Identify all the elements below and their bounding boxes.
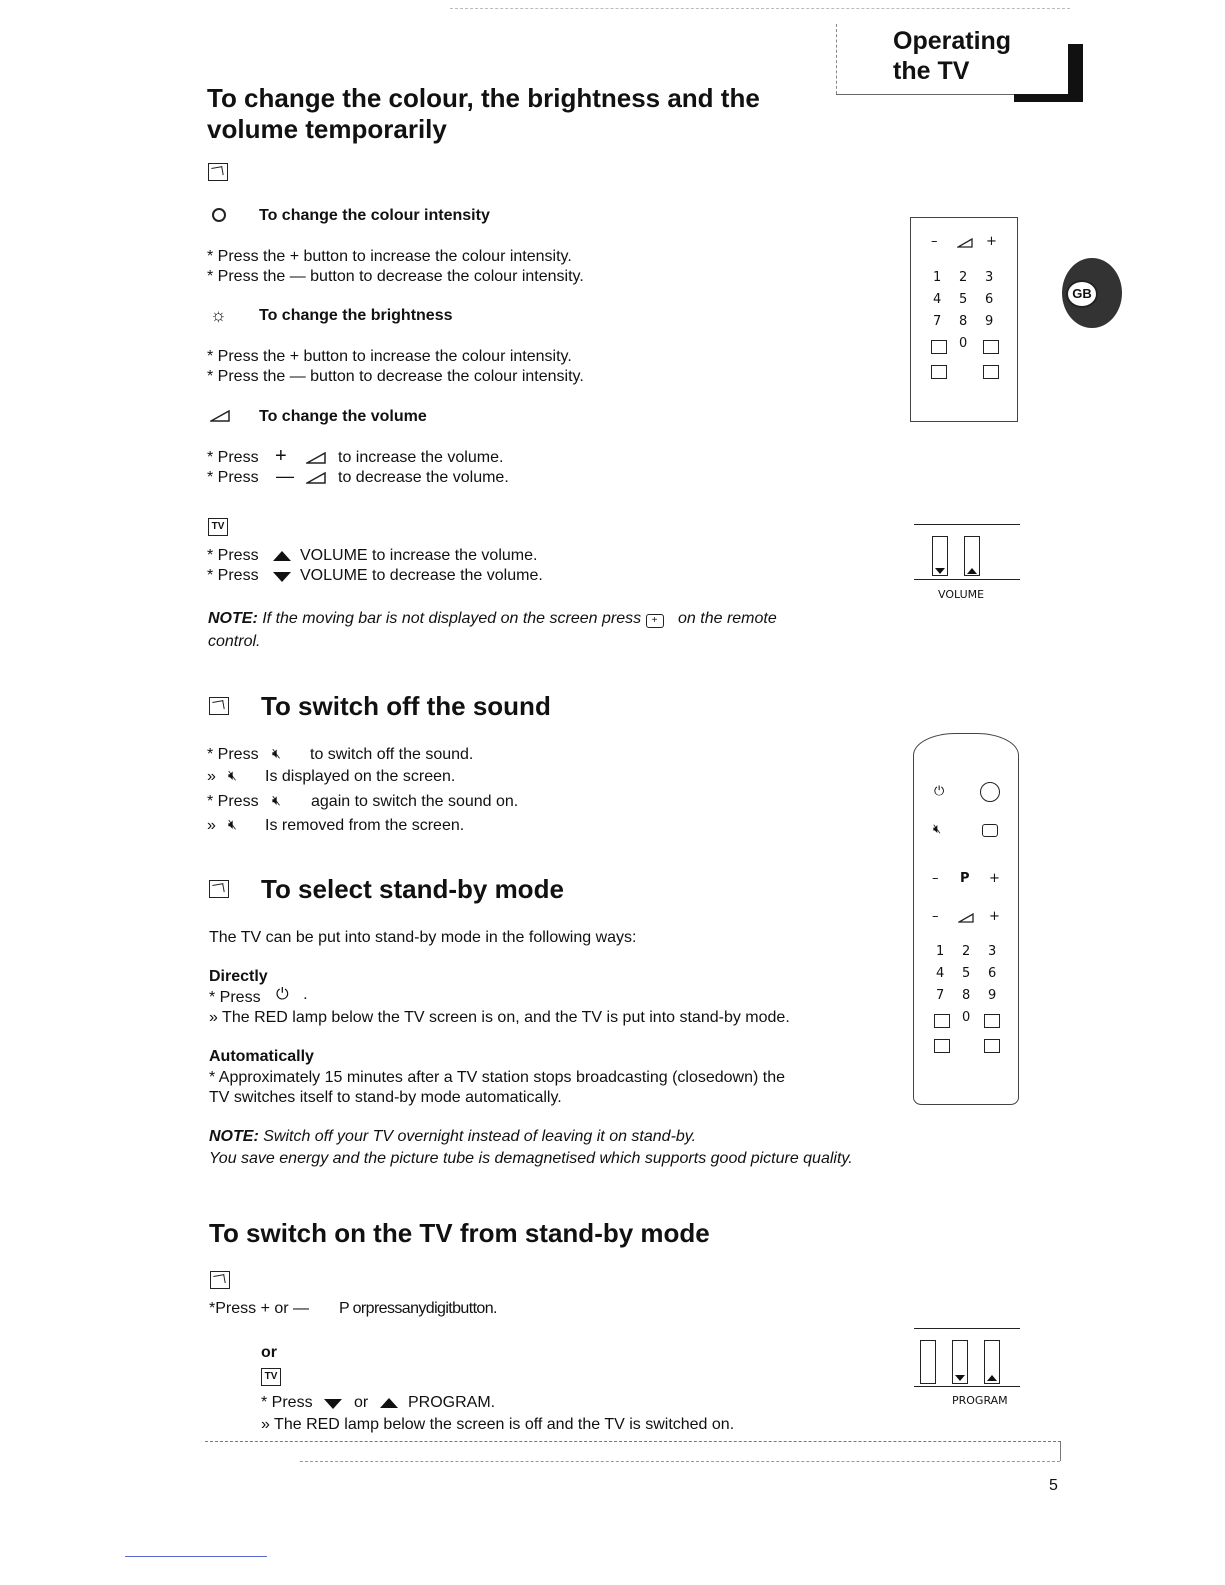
switch-on-tv-or: or [354, 1394, 369, 1411]
key-digit: 1 [936, 944, 945, 959]
volume-plus-press: * Press [207, 449, 259, 466]
colour-plus-line: * Press the + button to increase the colour intensity. [207, 248, 572, 265]
standby-auto-line2: TV switches itself to stand-by mode automatically. [209, 1089, 562, 1106]
mute-icon: 🔇︎ [933, 822, 942, 837]
power-icon: ⏻ [934, 784, 945, 799]
key-box-icon [931, 340, 947, 354]
switch-on-press-b: P orpressanydigitbutton. [339, 1300, 497, 1317]
country-badge [1052, 258, 1116, 338]
key-plus: + [989, 871, 1000, 886]
country-code: GB [1066, 280, 1098, 308]
key-box-icon [984, 1014, 1000, 1028]
section-title-colour-line1: To change the colour, the brightness and the [207, 83, 760, 113]
section-title-standby: To select stand-by mode [261, 874, 564, 904]
section-title-colour-line2: volume temporarily [207, 114, 447, 144]
remote-control-icon [210, 1271, 230, 1289]
remote-keypad-figure [910, 217, 1018, 422]
sound-line-prefix: » [207, 768, 216, 785]
key-digit: 7 [936, 988, 945, 1003]
arrow-down-icon [272, 571, 292, 583]
top-rule [450, 8, 1070, 9]
standby-note-line1 [209, 1126, 696, 1148]
footer-rule [205, 1441, 1061, 1442]
key-digit: 4 [936, 966, 945, 981]
volume-icon [957, 238, 973, 248]
sound-line-text: to switch off the sound. [310, 746, 474, 763]
arrow-down-icon [955, 1375, 965, 1381]
key-digit: 7 [933, 314, 942, 329]
bottom-rule [125, 1556, 267, 1557]
mute-icon: 🔇︎ [228, 767, 237, 783]
remote-control-icon [209, 880, 229, 898]
sound-line-prefix: » [207, 817, 216, 834]
key-digit: 3 [988, 944, 997, 959]
key-minus: – [931, 234, 938, 249]
section-title-switch-on: To switch on the TV from stand-by mode [209, 1218, 710, 1248]
key-digit: 4 [933, 292, 942, 307]
note-1-continued: control. [208, 633, 261, 650]
mute-icon: 🔇︎ [272, 745, 281, 761]
switch-on-tv-press: * Press [261, 1394, 313, 1411]
switch-on-press-a: *Press + or — [209, 1300, 310, 1317]
key-p: P [960, 871, 970, 886]
header-title-line2: the TV [893, 57, 970, 85]
switch-on-result: » The RED lamp below the screen is off and the TV is switched on. [261, 1416, 735, 1433]
standby-directly-heading: Directly [209, 968, 268, 985]
osd-button-icon: + [646, 614, 664, 628]
key-digit: 5 [962, 966, 971, 981]
arrow-down-icon [935, 568, 945, 574]
key-digit: 2 [959, 270, 968, 285]
sound-line-text: Is removed from the screen. [265, 817, 465, 834]
sound-line-text: again to switch the sound on. [311, 793, 519, 810]
mute-icon: 🔇︎ [272, 792, 281, 808]
standby-intro: The TV can be put into stand-by mode in the following ways: [209, 929, 637, 946]
tv-program-panel-figure [914, 1328, 1020, 1410]
tv-volume-up-press: * Press [207, 547, 259, 564]
header-title-line1: Operating [893, 27, 1012, 55]
sound-line-text: Is displayed on the screen. [265, 768, 456, 785]
volume-heading: To change the volume [259, 408, 427, 425]
key-digit: 9 [985, 314, 994, 329]
volume-icon [306, 472, 326, 484]
key-box-icon [983, 340, 999, 354]
key-digit: 2 [962, 944, 971, 959]
arrow-up-icon [967, 568, 977, 574]
osd-button-icon [982, 824, 998, 837]
key-digit: 0 [959, 336, 968, 351]
key-digit: 6 [988, 966, 997, 981]
volume-minus-text: to decrease the volume. [338, 469, 509, 486]
colour-intensity-icon [212, 208, 226, 222]
footer-rule [300, 1461, 1060, 1462]
key-box-icon [934, 1039, 950, 1053]
key-box-icon [934, 1014, 950, 1028]
key-box-icon [984, 1039, 1000, 1053]
section-title-sound: To switch off the sound [261, 691, 551, 721]
button-circle-icon [980, 782, 1000, 802]
key-plus: + [989, 909, 1000, 924]
note-text: Switch off your TV overnight instead of leaving it on stand-by. [263, 1128, 697, 1145]
header-tab [836, 24, 1086, 104]
arrow-up-icon [379, 1397, 399, 1409]
remote-control-icon [209, 697, 229, 715]
key-digit: 8 [962, 988, 971, 1003]
standby-auto-line1: * Approximately 15 minutes after a TV station stops broadcasting (closedown) the [209, 1069, 786, 1086]
note-label: NOTE: [209, 1128, 259, 1145]
tv-set-icon: TV [208, 518, 228, 536]
colour-minus-line: * Press the — button to decrease the colour intensity. [207, 268, 584, 285]
arrow-down-icon [323, 1398, 343, 1410]
key-minus: – [932, 909, 939, 924]
brightness-heading: To change the brightness [259, 307, 453, 324]
key-digit: 1 [933, 270, 942, 285]
key-digit: 6 [985, 292, 994, 307]
volume-icon [306, 452, 326, 464]
tv-volume-down-press: * Press [207, 567, 259, 584]
volume-icon [210, 410, 230, 422]
brightness-plus-line: * Press the + button to increase the colour intensity. [207, 348, 572, 365]
switch-on-tv-press-text: PROGRAM. [408, 1394, 496, 1411]
power-icon: ⏻ . [276, 986, 308, 1003]
arrow-up-icon [987, 1375, 997, 1381]
key-digit: 5 [959, 292, 968, 307]
program-label: PROGRAM [952, 1394, 1008, 1407]
volume-label: VOLUME [938, 588, 985, 601]
key-digit: 0 [962, 1010, 971, 1025]
tv-volume-panel-figure [914, 524, 1020, 604]
key-digit: 8 [959, 314, 968, 329]
key-digit: 9 [988, 988, 997, 1003]
volume-icon [958, 913, 974, 923]
footer-rule-end [1060, 1441, 1061, 1461]
switch-on-or: or [261, 1344, 277, 1361]
key-box-icon [931, 365, 947, 379]
brightness-minus-line: * Press the — button to decrease the colour intensity. [207, 368, 584, 385]
key-digit: 3 [985, 270, 994, 285]
standby-directly-press: * Press [209, 989, 261, 1006]
remote-control-icon [208, 163, 228, 181]
sound-line-prefix: * Press [207, 746, 259, 763]
key-plus: + [986, 234, 997, 249]
brightness-icon: ☼ [210, 305, 227, 325]
note-text: on the remote [678, 610, 777, 627]
mute-icon: 🔇︎ [228, 816, 237, 832]
standby-auto-heading: Automatically [209, 1048, 314, 1065]
tv-volume-up-text: VOLUME to increase the volume. [300, 547, 538, 564]
key-minus: – [932, 871, 939, 886]
tv-volume-down-text: VOLUME to decrease the volume. [300, 567, 543, 584]
volume-plus-text: to increase the volume. [338, 449, 504, 466]
page-number: 5 [1049, 1477, 1058, 1494]
key-box-icon [983, 365, 999, 379]
note-label: NOTE: [208, 610, 258, 627]
remote-control-figure [913, 733, 1019, 1105]
standby-directly-result: » The RED lamp below the TV screen is on, and the TV is put into stand-by mode. [209, 1009, 790, 1026]
arrow-up-icon [272, 550, 292, 562]
colour-heading: To change the colour intensity [259, 207, 490, 224]
plus-symbol: + [275, 445, 287, 467]
sound-line-prefix: * Press [207, 793, 259, 810]
standby-note-line2: You save energy and the picture tube is demagnetised which supports good picture quality. [209, 1150, 853, 1167]
note-1 [208, 608, 848, 630]
volume-minus-press: * Press [207, 469, 259, 486]
tv-set-icon: TV [261, 1368, 281, 1386]
minus-symbol: — [276, 466, 294, 486]
note-text: If the moving bar is not displayed on the screen press [262, 610, 642, 627]
